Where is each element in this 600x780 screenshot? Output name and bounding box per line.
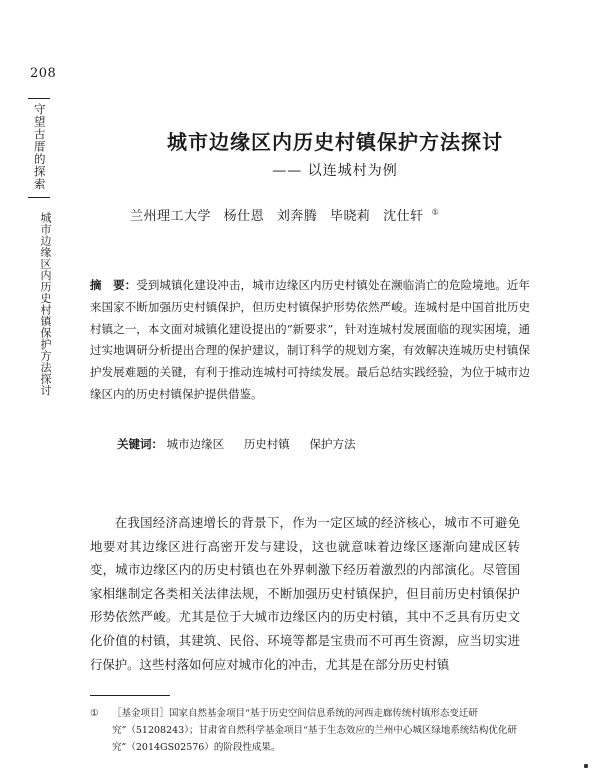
footnote bbox=[90, 705, 540, 756]
author-note-mark: ① bbox=[431, 207, 440, 217]
article-title: 城市边缘区内历史村镇保护方法探讨 bbox=[167, 130, 503, 154]
author-name: 刘奔腾 bbox=[276, 209, 318, 224]
abstract-text: 受到城镇化建设冲击，城市边缘区内历史村镇处在濒临消亡的危险境地。近年来国家不断加强历史村镇保护，但历史村镇保护形势依然严峻。连城村是中国首批历史村镇之一，本文面对城镇化建设提出的“新要求”，针对连城村发展面临的现实困境，通过实地调研分析提出合理的保护建议，制订科学的规划方案，有效解决连城历史村镇保护发展难题的关键，有利于推动连城村可持续发展。最后总结实践经验，为位于城市边缘区内的历史村镇保护提供借鉴。 bbox=[90, 278, 530, 401]
abstract-label: 摘 要： bbox=[90, 278, 137, 292]
body-paragraph: 在我国经济高速增长的背景下，作为一定区域的经济核心，城市不可避免地要对其边缘区进行高密开发与建设，这也就意味着边缘区逐渐向建成区转变，城市边缘区内的历史村镇也在外界刺激下经历着激烈的内部演化。尽管国家相继制定各类相关法律法规，不断加强历史村镇保护，但目前历史村镇保护形势依然严峻。尤其是位于大城市边缘区内的历史村镇，其中不乏具有历史文化价值的村镇，其建筑、民俗、环境等都是宝贵而不可再生资源，应当切实进行保护。这些村落如何应对城市化的冲击，尤其是在部分历史村镇 bbox=[90, 515, 520, 672]
author-line bbox=[130, 205, 570, 224]
author-name: 杨仕恩 bbox=[223, 209, 265, 224]
keywords bbox=[117, 436, 537, 452]
footnote-divider bbox=[90, 695, 170, 696]
author-name: 毕晓莉 bbox=[329, 209, 371, 224]
footnote-text: ［基金项目］国家自然基金项目“基于历史空间信息系统的河西走廊传统村镇形态变迁研究”（51208243）；甘肃省自然科学基金项目“基于生态效应的兰州中心城区绿地系统结构优化研究”（2014GS02576）的阶段性成果。 bbox=[112, 708, 517, 753]
body-text bbox=[90, 511, 520, 676]
footnote-mark: ① bbox=[90, 708, 99, 719]
keyword: 城市边缘区 bbox=[166, 437, 225, 451]
article-subtitle: —— 以连城村为例 bbox=[272, 163, 398, 179]
running-head bbox=[28, 98, 50, 198]
author-affiliation: 兰州理工大学 bbox=[130, 209, 212, 224]
author-name-text: 沈仕轩 bbox=[383, 209, 424, 224]
abstract bbox=[90, 275, 530, 406]
author-name bbox=[383, 209, 439, 224]
running-head-title: 城市边缘区内历史村镇保护方法探讨 bbox=[39, 212, 52, 396]
keywords-label: 关键词： bbox=[117, 437, 163, 451]
running-head-journal: 守望古厝的探索 bbox=[32, 103, 47, 191]
scan-speck bbox=[584, 764, 588, 768]
keyword: 保护方法 bbox=[309, 437, 356, 451]
keyword: 历史村镇 bbox=[243, 437, 290, 451]
page-number: 208 bbox=[30, 66, 57, 81]
